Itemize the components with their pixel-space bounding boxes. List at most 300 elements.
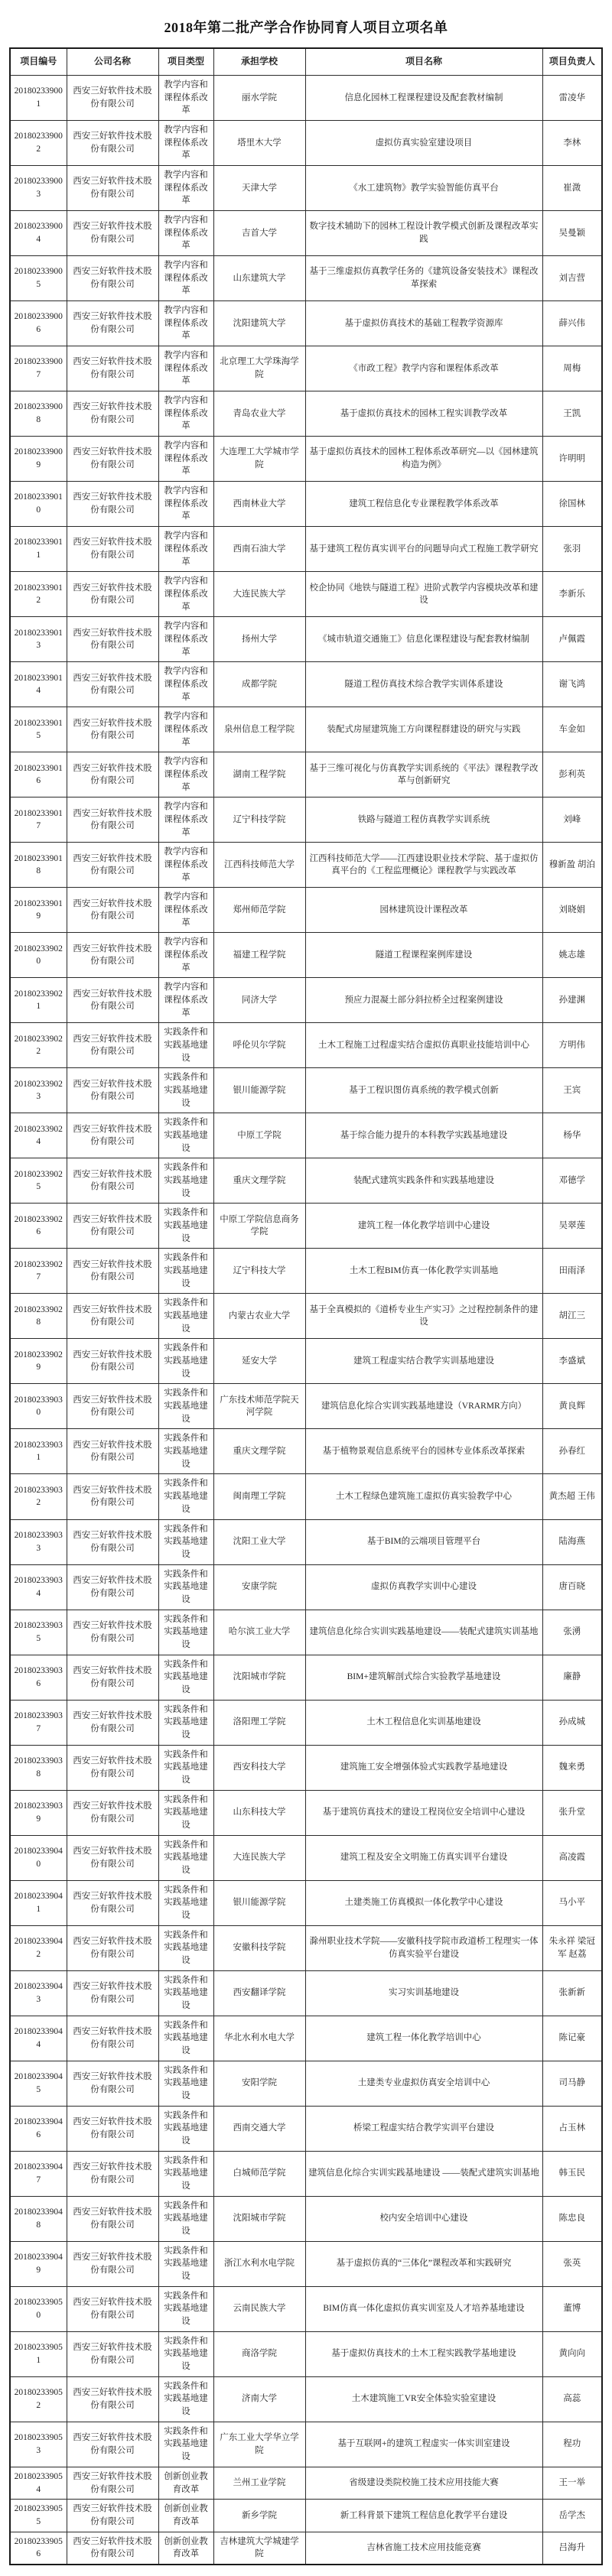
cell-project-name: 江西科技师范大学——江西建设职业技术学院、基于虚拟仿真平台的《工程监理概论》课程教学与实践改革 xyxy=(305,843,542,888)
cell-company: 西安三好软件技术股份有限公司 xyxy=(67,1610,158,1655)
cell-leader: 许明明 xyxy=(542,437,602,482)
cell-project-type: 教学内容和课程体系改革 xyxy=(158,121,213,166)
table-row xyxy=(10,2532,602,2565)
cell-project-type: 实践条件和实践基地建设 xyxy=(158,1970,213,2016)
cell-project-name: 基于植物景观信息系统平台的园林专业体系改革探索 xyxy=(305,1429,542,1474)
cell-company: 西安三好软件技术股份有限公司 xyxy=(67,76,158,121)
cell-project-id: 201802339008 xyxy=(10,391,67,437)
cell-project-name: 装配式房屋建筑施工方向课程群建设的研究与实践 xyxy=(305,707,542,752)
table-row xyxy=(10,888,602,933)
cell-leader: 李新乐 xyxy=(542,572,602,617)
table-row xyxy=(10,1700,602,1745)
cell-school: 郑州师范学院 xyxy=(213,888,305,933)
cell-project-type: 实践条件和实践基地建设 xyxy=(158,2196,213,2241)
cell-project-type: 实践条件和实践基地建设 xyxy=(158,1519,213,1564)
cell-school: 扬州大学 xyxy=(213,617,305,662)
table-row xyxy=(10,2196,602,2241)
cell-school: 同济大学 xyxy=(213,978,305,1023)
cell-project-name: 校内安全培训中心建设 xyxy=(305,2196,542,2241)
cell-school: 闽南理工学院 xyxy=(213,1474,305,1519)
cell-project-id: 201802339038 xyxy=(10,1745,67,1790)
cell-project-type: 实践条件和实践基地建设 xyxy=(158,2241,213,2286)
table-row xyxy=(10,2376,602,2422)
cell-school: 江西科技师范大学 xyxy=(213,843,305,888)
cell-project-id: 201802339031 xyxy=(10,1429,67,1474)
cell-project-name: 新工科背景下建筑工程信息化教学平台建设 xyxy=(305,2500,542,2532)
cell-leader: 朱永祥 梁冠军 赵荔 xyxy=(542,1925,602,1970)
cell-project-type: 教学内容和课程体系改革 xyxy=(158,166,213,211)
table-row xyxy=(10,2016,602,2061)
cell-leader: 占玉林 xyxy=(542,2106,602,2151)
cell-school: 沈阳建筑大学 xyxy=(213,301,305,346)
cell-school: 商洛学院 xyxy=(213,2331,305,2376)
cell-project-id: 201802339021 xyxy=(10,978,67,1023)
table-row xyxy=(10,1745,602,1790)
cell-school: 哈尔滨工业大学 xyxy=(213,1610,305,1655)
cell-leader: 张英 xyxy=(542,2241,602,2286)
cell-leader: 黄杰超 王伟 xyxy=(542,1474,602,1519)
table-row xyxy=(10,211,602,256)
cell-project-name: 基于三维可视化与仿真教学实训系统的《平法》课程教学改革与创新研究 xyxy=(305,752,542,797)
cell-project-name: 基于互联网+的建筑工程虚实一体实训室建设 xyxy=(305,2422,542,2467)
cell-school: 辽宁科技学院 xyxy=(213,797,305,843)
cell-project-name: 基于全真模拟的《道桥专业生产实习》之过程控制条件的建设 xyxy=(305,1294,542,1339)
cell-company: 西安三好软件技术股份有限公司 xyxy=(67,1023,158,1068)
cell-company: 西安三好软件技术股份有限公司 xyxy=(67,1113,158,1158)
table-row xyxy=(10,1835,602,1880)
cell-project-id: 201802339034 xyxy=(10,1564,67,1610)
cell-school: 安阳学院 xyxy=(213,2061,305,2106)
cell-company: 西安三好软件技术股份有限公司 xyxy=(67,1745,158,1790)
cell-leader: 方明伟 xyxy=(542,1023,602,1068)
cell-project-type: 实践条件和实践基地建设 xyxy=(158,1835,213,1880)
cell-company: 西安三好软件技术股份有限公司 xyxy=(67,2241,158,2286)
cell-company: 西安三好软件技术股份有限公司 xyxy=(67,707,158,752)
table-row xyxy=(10,978,602,1023)
cell-company: 西安三好软件技术股份有限公司 xyxy=(67,256,158,301)
cell-project-name: 滁州职业技术学院——安徽科技学院市政道桥工程理实一体仿真实验平台建设 xyxy=(305,1925,542,1970)
cell-project-name: 基于虚拟仿真的“三体化”课程改革和实践研究 xyxy=(305,2241,542,2286)
cell-project-name: 建筑信息化综合实训实践基地建设 ——装配式建筑实训基地 xyxy=(305,2151,542,2196)
cell-project-type: 教学内容和课程体系改革 xyxy=(158,256,213,301)
table-row xyxy=(10,121,602,166)
cell-project-id: 201802339001 xyxy=(10,76,67,121)
cell-project-type: 实践条件和实践基地建设 xyxy=(158,1429,213,1474)
column-header-project-type: 项目类型 xyxy=(158,48,213,76)
header-row xyxy=(10,48,602,76)
cell-school: 吉林建筑大学城建学院 xyxy=(213,2532,305,2565)
cell-company: 西安三好软件技术股份有限公司 xyxy=(67,933,158,978)
table-row xyxy=(10,1113,602,1158)
cell-project-name: 土木工程绿色建筑施工虚拟仿真实验教学中心 xyxy=(305,1474,542,1519)
cell-company: 西安三好软件技术股份有限公司 xyxy=(67,1294,158,1339)
cell-project-type: 实践条件和实践基地建设 xyxy=(158,2106,213,2151)
cell-project-id: 201802339052 xyxy=(10,2376,67,2422)
cell-leader: 高凌霞 xyxy=(542,1835,602,1880)
cell-leader: 杨华 xyxy=(542,1113,602,1158)
cell-project-id: 201802339005 xyxy=(10,256,67,301)
cell-school: 中原工学院信息商务学院 xyxy=(213,1204,305,1249)
cell-company: 西安三好软件技术股份有限公司 xyxy=(67,1700,158,1745)
table-row xyxy=(10,2106,602,2151)
cell-school: 福建工程学院 xyxy=(213,933,305,978)
table-row xyxy=(10,346,602,391)
cell-leader: 陈忠良 xyxy=(542,2196,602,2241)
cell-leader: 崔溦 xyxy=(542,166,602,211)
table-row xyxy=(10,1790,602,1835)
cell-company: 西安三好软件技术股份有限公司 xyxy=(67,978,158,1023)
cell-school: 安康学院 xyxy=(213,1564,305,1610)
table-row xyxy=(10,1519,602,1564)
cell-school: 山东建筑大学 xyxy=(213,256,305,301)
cell-leader: 周梅 xyxy=(542,346,602,391)
cell-project-type: 实践条件和实践基地建设 xyxy=(158,2016,213,2061)
table-header xyxy=(10,48,602,76)
cell-school: 洛阳理工学院 xyxy=(213,1700,305,1745)
cell-project-id: 201802339043 xyxy=(10,1970,67,2016)
cell-leader: 张湧 xyxy=(542,1610,602,1655)
table-row xyxy=(10,166,602,211)
cell-project-name: 《水工建筑物》教学实验智能仿真平台 xyxy=(305,166,542,211)
cell-leader: 谢飞鸿 xyxy=(542,662,602,707)
cell-leader: 胡江三 xyxy=(542,1294,602,1339)
cell-project-type: 实践条件和实践基地建设 xyxy=(158,1655,213,1700)
cell-company: 西安三好软件技术股份有限公司 xyxy=(67,2532,158,2565)
cell-project-id: 201802339004 xyxy=(10,211,67,256)
cell-company: 西安三好软件技术股份有限公司 xyxy=(67,1384,158,1429)
cell-project-id: 201802339044 xyxy=(10,2016,67,2061)
cell-company: 西安三好软件技术股份有限公司 xyxy=(67,1655,158,1700)
cell-project-id: 201802339027 xyxy=(10,1249,67,1294)
column-header-company: 公司名称 xyxy=(67,48,158,76)
cell-school: 西南林业大学 xyxy=(213,482,305,527)
cell-school: 沈阳城市学院 xyxy=(213,1655,305,1700)
cell-school: 大连民族大学 xyxy=(213,1835,305,1880)
cell-project-type: 实践条件和实践基地建设 xyxy=(158,1790,213,1835)
cell-leader: 张羽 xyxy=(542,527,602,572)
cell-project-name: 基于三维虚拟仿真教学任务的《建筑设备安装技术》课程改革探索 xyxy=(305,256,542,301)
cell-company: 西安三好软件技术股份有限公司 xyxy=(67,1429,158,1474)
cell-school: 天津大学 xyxy=(213,166,305,211)
cell-project-id: 201802339013 xyxy=(10,617,67,662)
cell-company: 西安三好软件技术股份有限公司 xyxy=(67,1204,158,1249)
cell-project-name: 基于虚拟仿真技术的园林工程实训教学改革 xyxy=(305,391,542,437)
cell-project-name: BIM+建筑解剖式综合实验教学基地建设 xyxy=(305,1655,542,1700)
cell-project-type: 教学内容和课程体系改革 xyxy=(158,752,213,797)
cell-project-type: 实践条件和实践基地建设 xyxy=(158,1564,213,1610)
cell-project-name: 铁路与隧道工程仿真教学实训系统 xyxy=(305,797,542,843)
cell-leader: 黄向向 xyxy=(542,2331,602,2376)
table-row xyxy=(10,933,602,978)
cell-project-type: 实践条件和实践基地建设 xyxy=(158,1294,213,1339)
table-row xyxy=(10,1068,602,1113)
table-row xyxy=(10,1023,602,1068)
cell-project-id: 201802339036 xyxy=(10,1655,67,1700)
cell-project-id: 201802339037 xyxy=(10,1700,67,1745)
cell-project-name: 基于建筑仿真技术的建设工程岗位安全培训中心建设 xyxy=(305,1790,542,1835)
cell-project-type: 实践条件和实践基地建设 xyxy=(158,2376,213,2422)
cell-company: 西安三好软件技术股份有限公司 xyxy=(67,1339,158,1384)
table-row xyxy=(10,437,602,482)
cell-project-type: 实践条件和实践基地建设 xyxy=(158,1880,213,1925)
cell-company: 西安三好软件技术股份有限公司 xyxy=(67,1474,158,1519)
cell-school: 新乡学院 xyxy=(213,2500,305,2532)
table-row xyxy=(10,572,602,617)
cell-company: 西安三好软件技术股份有限公司 xyxy=(67,2331,158,2376)
table-row xyxy=(10,2061,602,2106)
cell-project-id: 201802339015 xyxy=(10,707,67,752)
cell-company: 西安三好软件技术股份有限公司 xyxy=(67,617,158,662)
cell-project-id: 201802339055 xyxy=(10,2500,67,2532)
cell-project-type: 教学内容和课程体系改革 xyxy=(158,933,213,978)
cell-leader: 车金如 xyxy=(542,707,602,752)
cell-company: 西安三好软件技术股份有限公司 xyxy=(67,1880,158,1925)
table-row xyxy=(10,2467,602,2499)
cell-project-id: 201802339049 xyxy=(10,2241,67,2286)
cell-project-type: 实践条件和实践基地建设 xyxy=(158,1249,213,1294)
cell-project-id: 201802339019 xyxy=(10,888,67,933)
cell-leader: 邓德学 xyxy=(542,1158,602,1204)
cell-school: 济南大学 xyxy=(213,2376,305,2422)
cell-project-name: 土建类专业虚拟仿真安全培训中心 xyxy=(305,2061,542,2106)
project-roster-table xyxy=(9,47,603,2565)
cell-project-type: 实践条件和实践基地建设 xyxy=(158,1023,213,1068)
cell-leader: 张新新 xyxy=(542,1970,602,2016)
cell-project-id: 201802339045 xyxy=(10,2061,67,2106)
cell-leader: 廉静 xyxy=(542,1655,602,1700)
table-row xyxy=(10,843,602,888)
cell-project-name: 基于BIM的云端项目管理平台 xyxy=(305,1519,542,1564)
cell-leader: 刘峰 xyxy=(542,797,602,843)
cell-project-type: 实践条件和实践基地建设 xyxy=(158,1113,213,1158)
cell-company: 西安三好软件技术股份有限公司 xyxy=(67,1835,158,1880)
cell-school: 西安翻译学院 xyxy=(213,1970,305,2016)
table-row xyxy=(10,1564,602,1610)
column-header-leader: 项目负责人 xyxy=(542,48,602,76)
cell-company: 西安三好软件技术股份有限公司 xyxy=(67,211,158,256)
cell-company: 西安三好软件技术股份有限公司 xyxy=(67,843,158,888)
cell-company: 西安三好软件技术股份有限公司 xyxy=(67,2106,158,2151)
table-row xyxy=(10,2422,602,2467)
cell-school: 华北水利水电大学 xyxy=(213,2016,305,2061)
cell-leader: 李林 xyxy=(542,121,602,166)
cell-project-name: 实习实训基地建设 xyxy=(305,1970,542,2016)
cell-leader: 唐百晓 xyxy=(542,1564,602,1610)
cell-school: 延安大学 xyxy=(213,1339,305,1384)
cell-company: 西安三好软件技术股份有限公司 xyxy=(67,121,158,166)
cell-project-name: 隧道工程仿真技术综合教学实训体系建设 xyxy=(305,662,542,707)
cell-school: 山东科技大学 xyxy=(213,1790,305,1835)
table-row xyxy=(10,662,602,707)
table-row xyxy=(10,1925,602,1970)
cell-project-id: 201802339020 xyxy=(10,933,67,978)
cell-school: 西南交通大学 xyxy=(213,2106,305,2151)
cell-company: 西安三好软件技术股份有限公司 xyxy=(67,482,158,527)
cell-company: 西安三好软件技术股份有限公司 xyxy=(67,1925,158,1970)
cell-company: 西安三好软件技术股份有限公司 xyxy=(67,1249,158,1294)
cell-school: 沈阳工业大学 xyxy=(213,1519,305,1564)
cell-project-type: 教学内容和课程体系改革 xyxy=(158,843,213,888)
cell-project-id: 201802339041 xyxy=(10,1880,67,1925)
cell-project-id: 201802339029 xyxy=(10,1339,67,1384)
cell-school: 呼伦贝尔学院 xyxy=(213,1023,305,1068)
cell-company: 西安三好软件技术股份有限公司 xyxy=(67,1519,158,1564)
table-row xyxy=(10,482,602,527)
cell-company: 西安三好软件技术股份有限公司 xyxy=(67,1068,158,1113)
cell-company: 西安三好软件技术股份有限公司 xyxy=(67,2467,158,2499)
cell-leader: 高蕊 xyxy=(542,2376,602,2422)
cell-leader: 司马静 xyxy=(542,2061,602,2106)
cell-school: 北京理工大学珠海学院 xyxy=(213,346,305,391)
cell-school: 云南民族大学 xyxy=(213,2286,305,2331)
cell-leader: 穆新盈 胡泊 xyxy=(542,843,602,888)
cell-company: 西安三好软件技术股份有限公司 xyxy=(67,527,158,572)
cell-leader: 吕海升 xyxy=(542,2532,602,2565)
cell-project-id: 201802339010 xyxy=(10,482,67,527)
cell-company: 西安三好软件技术股份有限公司 xyxy=(67,2500,158,2532)
cell-project-name: 建筑工程一体化教学培训中心 xyxy=(305,2016,542,2061)
cell-project-name: BIM仿真一体化虚拟仿真实训室及人才培养基地建设 xyxy=(305,2286,542,2331)
cell-project-id: 201802339017 xyxy=(10,797,67,843)
cell-school: 银川能源学院 xyxy=(213,1880,305,1925)
cell-project-type: 教学内容和课程体系改革 xyxy=(158,707,213,752)
cell-company: 西安三好软件技术股份有限公司 xyxy=(67,2151,158,2196)
cell-project-type: 教学内容和课程体系改革 xyxy=(158,346,213,391)
cell-company: 西安三好软件技术股份有限公司 xyxy=(67,888,158,933)
cell-leader: 王一举 xyxy=(542,2467,602,2499)
cell-school: 塔里木大学 xyxy=(213,121,305,166)
table-row xyxy=(10,707,602,752)
cell-leader: 姚志雄 xyxy=(542,933,602,978)
cell-project-id: 201802339003 xyxy=(10,166,67,211)
table-row xyxy=(10,2500,602,2532)
cell-school: 中原工学院 xyxy=(213,1113,305,1158)
table-body xyxy=(10,76,602,2565)
cell-company: 西安三好软件技术股份有限公司 xyxy=(67,2376,158,2422)
cell-project-type: 教学内容和课程体系改革 xyxy=(158,978,213,1023)
cell-project-name: 省级建设类院校施工技术应用技能大赛 xyxy=(305,2467,542,2499)
cell-project-id: 201802339035 xyxy=(10,1610,67,1655)
cell-project-id: 201802339006 xyxy=(10,301,67,346)
cell-project-type: 实践条件和实践基地建设 xyxy=(158,1745,213,1790)
cell-company: 西安三好软件技术股份有限公司 xyxy=(67,437,158,482)
cell-project-id: 201802339007 xyxy=(10,346,67,391)
cell-project-name: 建筑信息化综合实训实践基地建设（VRARMR方向） xyxy=(305,1384,542,1429)
page-title: 2018年第二批产学合作协同育人项目立项名单 xyxy=(164,20,448,35)
cell-project-id: 201802339022 xyxy=(10,1023,67,1068)
cell-project-name: 园林建筑设计课程改革 xyxy=(305,888,542,933)
cell-leader: 魏来勇 xyxy=(542,1745,602,1790)
cell-project-name: 建筑工程信息化专业课程教学体系改革 xyxy=(305,482,542,527)
table-row xyxy=(10,256,602,301)
cell-project-id: 201802339018 xyxy=(10,843,67,888)
cell-project-name: 基于虚拟仿真技术的土木工程实践教学基地建设 xyxy=(305,2331,542,2376)
cell-project-type: 实践条件和实践基地建设 xyxy=(158,1610,213,1655)
table-row xyxy=(10,2286,602,2331)
cell-project-type: 教学内容和课程体系改革 xyxy=(158,527,213,572)
cell-leader: 王凯 xyxy=(542,391,602,437)
cell-school: 泉州信息工程学院 xyxy=(213,707,305,752)
cell-leader: 孙春红 xyxy=(542,1429,602,1474)
cell-leader: 陆海燕 xyxy=(542,1519,602,1564)
table-row xyxy=(10,1339,602,1384)
table-row xyxy=(10,1429,602,1474)
cell-project-id: 201802339030 xyxy=(10,1384,67,1429)
cell-project-id: 201802339047 xyxy=(10,2151,67,2196)
cell-project-id: 201802339025 xyxy=(10,1158,67,1204)
cell-project-type: 教学内容和课程体系改革 xyxy=(158,437,213,482)
cell-company: 西安三好软件技术股份有限公司 xyxy=(67,2016,158,2061)
cell-project-type: 教学内容和课程体系改革 xyxy=(158,76,213,121)
cell-school: 重庆文理学院 xyxy=(213,1429,305,1474)
cell-project-id: 201802339054 xyxy=(10,2467,67,2499)
cell-leader: 徐国林 xyxy=(542,482,602,527)
cell-project-id: 201802339040 xyxy=(10,1835,67,1880)
cell-school: 白城师范学院 xyxy=(213,2151,305,2196)
table-row xyxy=(10,1474,602,1519)
cell-leader: 薛兴伟 xyxy=(542,301,602,346)
cell-project-id: 201802339056 xyxy=(10,2532,67,2565)
cell-project-type: 教学内容和课程体系改革 xyxy=(158,211,213,256)
cell-school: 安徽科技学院 xyxy=(213,1925,305,1970)
cell-company: 西安三好软件技术股份有限公司 xyxy=(67,752,158,797)
cell-leader: 吴曼颖 xyxy=(542,211,602,256)
cell-project-name: 装配式建筑实践条件和实践基地建设 xyxy=(305,1158,542,1204)
cell-project-type: 教学内容和课程体系改革 xyxy=(158,301,213,346)
cell-project-type: 教学内容和课程体系改革 xyxy=(158,797,213,843)
table-row xyxy=(10,2241,602,2286)
table-row xyxy=(10,617,602,662)
cell-project-name: 建筑工程及安全文明施工仿真实训平台建设 xyxy=(305,1835,542,1880)
cell-project-type: 实践条件和实践基地建设 xyxy=(158,1068,213,1113)
cell-project-type: 创新创业教育改革 xyxy=(158,2467,213,2499)
cell-project-name: 预应力混凝土部分斜拉桥全过程案例建设 xyxy=(305,978,542,1023)
cell-project-name: 土建类施工仿真模拟一体化教学中心建设 xyxy=(305,1880,542,1925)
cell-leader: 程功 xyxy=(542,2422,602,2467)
table-row xyxy=(10,2331,602,2376)
cell-leader: 马小平 xyxy=(542,1880,602,1925)
cell-school: 内蒙古农业大学 xyxy=(213,1294,305,1339)
cell-project-id: 201802339016 xyxy=(10,752,67,797)
cell-school: 成都学院 xyxy=(213,662,305,707)
cell-leader: 田雨泽 xyxy=(542,1249,602,1294)
cell-company: 西安三好软件技术股份有限公司 xyxy=(67,662,158,707)
cell-school: 兰州工业学院 xyxy=(213,2467,305,2499)
cell-project-id: 201802339033 xyxy=(10,1519,67,1564)
cell-project-name: 基于虚拟仿真技术的园林工程体系改革研究—以《园林建筑构造为例》 xyxy=(305,437,542,482)
column-header-project-name: 项目名称 xyxy=(305,48,542,76)
cell-project-type: 实践条件和实践基地建设 xyxy=(158,2422,213,2467)
cell-project-name: 桥梁工程虚实结合教学实训平台建设 xyxy=(305,2106,542,2151)
cell-project-id: 201802339011 xyxy=(10,527,67,572)
cell-project-name: 基于工程识图仿真系统的教学模式创新 xyxy=(305,1068,542,1113)
cell-project-type: 教学内容和课程体系改革 xyxy=(158,617,213,662)
cell-project-id: 201802339051 xyxy=(10,2331,67,2376)
cell-company: 西安三好软件技术股份有限公司 xyxy=(67,2286,158,2331)
table-row xyxy=(10,527,602,572)
cell-leader: 孙成城 xyxy=(542,1700,602,1745)
cell-company: 西安三好软件技术股份有限公司 xyxy=(67,346,158,391)
cell-school: 湖南工程学院 xyxy=(213,752,305,797)
cell-leader: 刘吉营 xyxy=(542,256,602,301)
table-row xyxy=(10,301,602,346)
cell-project-name: 基于建筑工程仿真实训平台的问题导向式工程施工教学研究 xyxy=(305,527,542,572)
cell-project-type: 创新创业教育改革 xyxy=(158,2532,213,2565)
column-header-school: 承担学校 xyxy=(213,48,305,76)
cell-project-id: 201802339039 xyxy=(10,1790,67,1835)
cell-project-type: 教学内容和课程体系改革 xyxy=(158,482,213,527)
cell-leader: 韩玉民 xyxy=(542,2151,602,2196)
